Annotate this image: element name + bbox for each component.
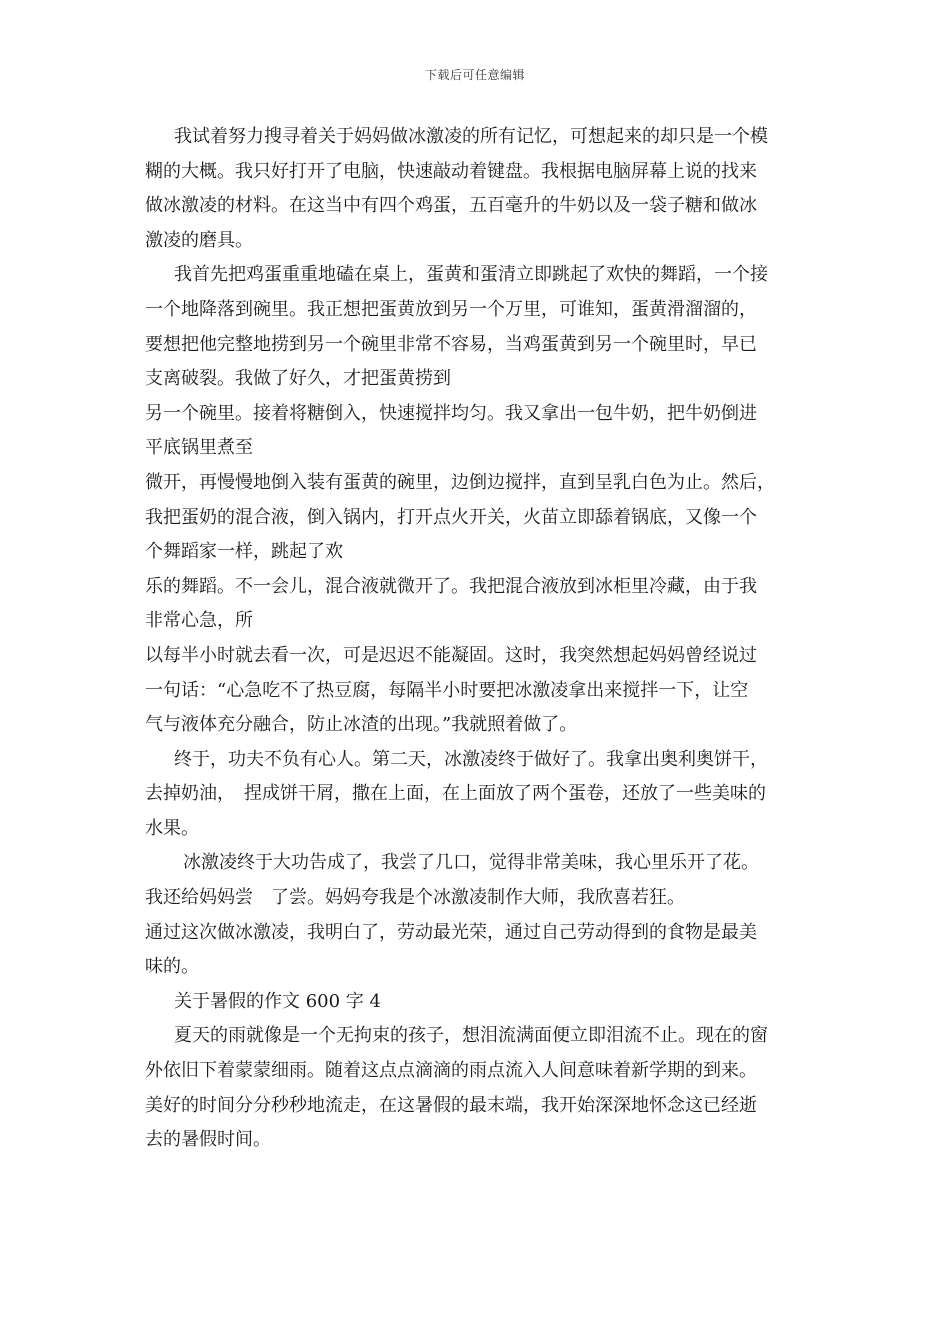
text-line: 我试着努力搜寻着关于妈妈做冰激凌的所有记忆，可想起来的却只是一个模 xyxy=(174,126,768,147)
page-header: 下载后可任意编辑 xyxy=(424,68,525,82)
text-line: 通过这次做冰激凌，我明白了，劳动最光荣，通过自己劳动得到的食物是最美 xyxy=(145,921,757,943)
text-line: 做冰激凌的材料。在这当中有四个鸡蛋，五百毫升的牛奶以及一袋子糖和做冰 xyxy=(145,195,757,217)
text-line: 个舞蹈家一样，跳起了欢 xyxy=(145,541,343,563)
text-line: 去的暑假时间。 xyxy=(145,1129,271,1151)
text-line: 糊的大概。我只好打开了电脑，快速敲动着键盘。我根据电脑屏幕上说的找来 xyxy=(145,160,757,182)
text-line: 味的。 xyxy=(145,956,199,978)
text-line: 我把蛋奶的混合液，倒入锅内，打开点火开关，火苗立即舔着锅底，又像一个 xyxy=(145,506,757,528)
document-body xyxy=(145,120,835,1158)
text-line: 平底锅里煮至 xyxy=(145,437,253,459)
text-line: 外依旧下着蒙蒙细雨。随着这点点滴滴的雨点流入人间意味着新学期的到来。 xyxy=(145,1060,757,1082)
text-line: 水果。 xyxy=(145,817,199,839)
text-line: 乐的舞蹈。不一会儿，混合液就微开了。我把混合液放到冰柜里冷藏，由于我 xyxy=(145,575,757,597)
text-line: 终于，功夫不负有心人。第二天，冰激凌终于做好了。我拿出奥利奥饼干， xyxy=(174,748,768,770)
text-line: 要想把他完整地捞到另一个碗里非常不容易，当鸡蛋黄到另一个碗里时，早已 xyxy=(145,333,757,355)
text-line: 支离破裂。我做了好久，才把蛋黄捞到 xyxy=(145,368,451,390)
text-line: 一句话：“心急吃不了热豆腐，每隔半小时要把冰激凌拿出来搅拌一下，让空 xyxy=(145,679,749,701)
text-line: 以每半小时就去看一次，可是迟迟不能凝固。这时，我突然想起妈妈曾经说过 xyxy=(145,644,757,666)
text-line: 美好的时间分分秒秒地流走，在这暑假的最末端，我开始深深地怀念这已经逝 xyxy=(145,1094,757,1116)
text-line: 非常心急，所 xyxy=(145,610,253,632)
text-line: 我首先把鸡蛋重重地磕在桌上，蛋黄和蛋清立即跳起了欢快的舞蹈，一个接 xyxy=(174,264,768,286)
text-line: 夏天的雨就像是一个无拘束的孩子，想泪流满面便立即泪流不止。现在的窗 xyxy=(174,1025,768,1047)
text-line: 另一个碗里。接着将糖倒入，快速搅拌均匀。我又拿出一包牛奶，把牛奶倒进 xyxy=(145,402,757,424)
text-line: 关于暑假的作文 600 字 4 xyxy=(174,990,381,1012)
text-line: 气与液体充分融合，防止冰渣的出现。”我就照着做了。 xyxy=(145,714,578,736)
text-line: 一个地降落到碗里。我正想把蛋黄放到另一个万里，可谁知，蛋黄滑溜溜的， xyxy=(145,298,757,320)
text-line: 微开，再慢慢地倒入装有蛋黄的碗里，边倒边搅拌，直到呈乳白色为止。然后， xyxy=(145,471,775,493)
text-line: 去掉奶油， 捏成饼干屑，撒在上面，在上面放了两个蛋卷，还放了一些美味的 xyxy=(145,783,766,805)
text-line: 激凌的磨具。 xyxy=(145,229,253,251)
text-line: 冰激凌终于大功告成了，我尝了几口，觉得非常美味，我心里乐开了花。 xyxy=(183,852,759,874)
text-line: 我还给妈妈尝 了尝。妈妈夸我是个冰激凌制作大师，我欣喜若狂。 xyxy=(145,887,685,909)
